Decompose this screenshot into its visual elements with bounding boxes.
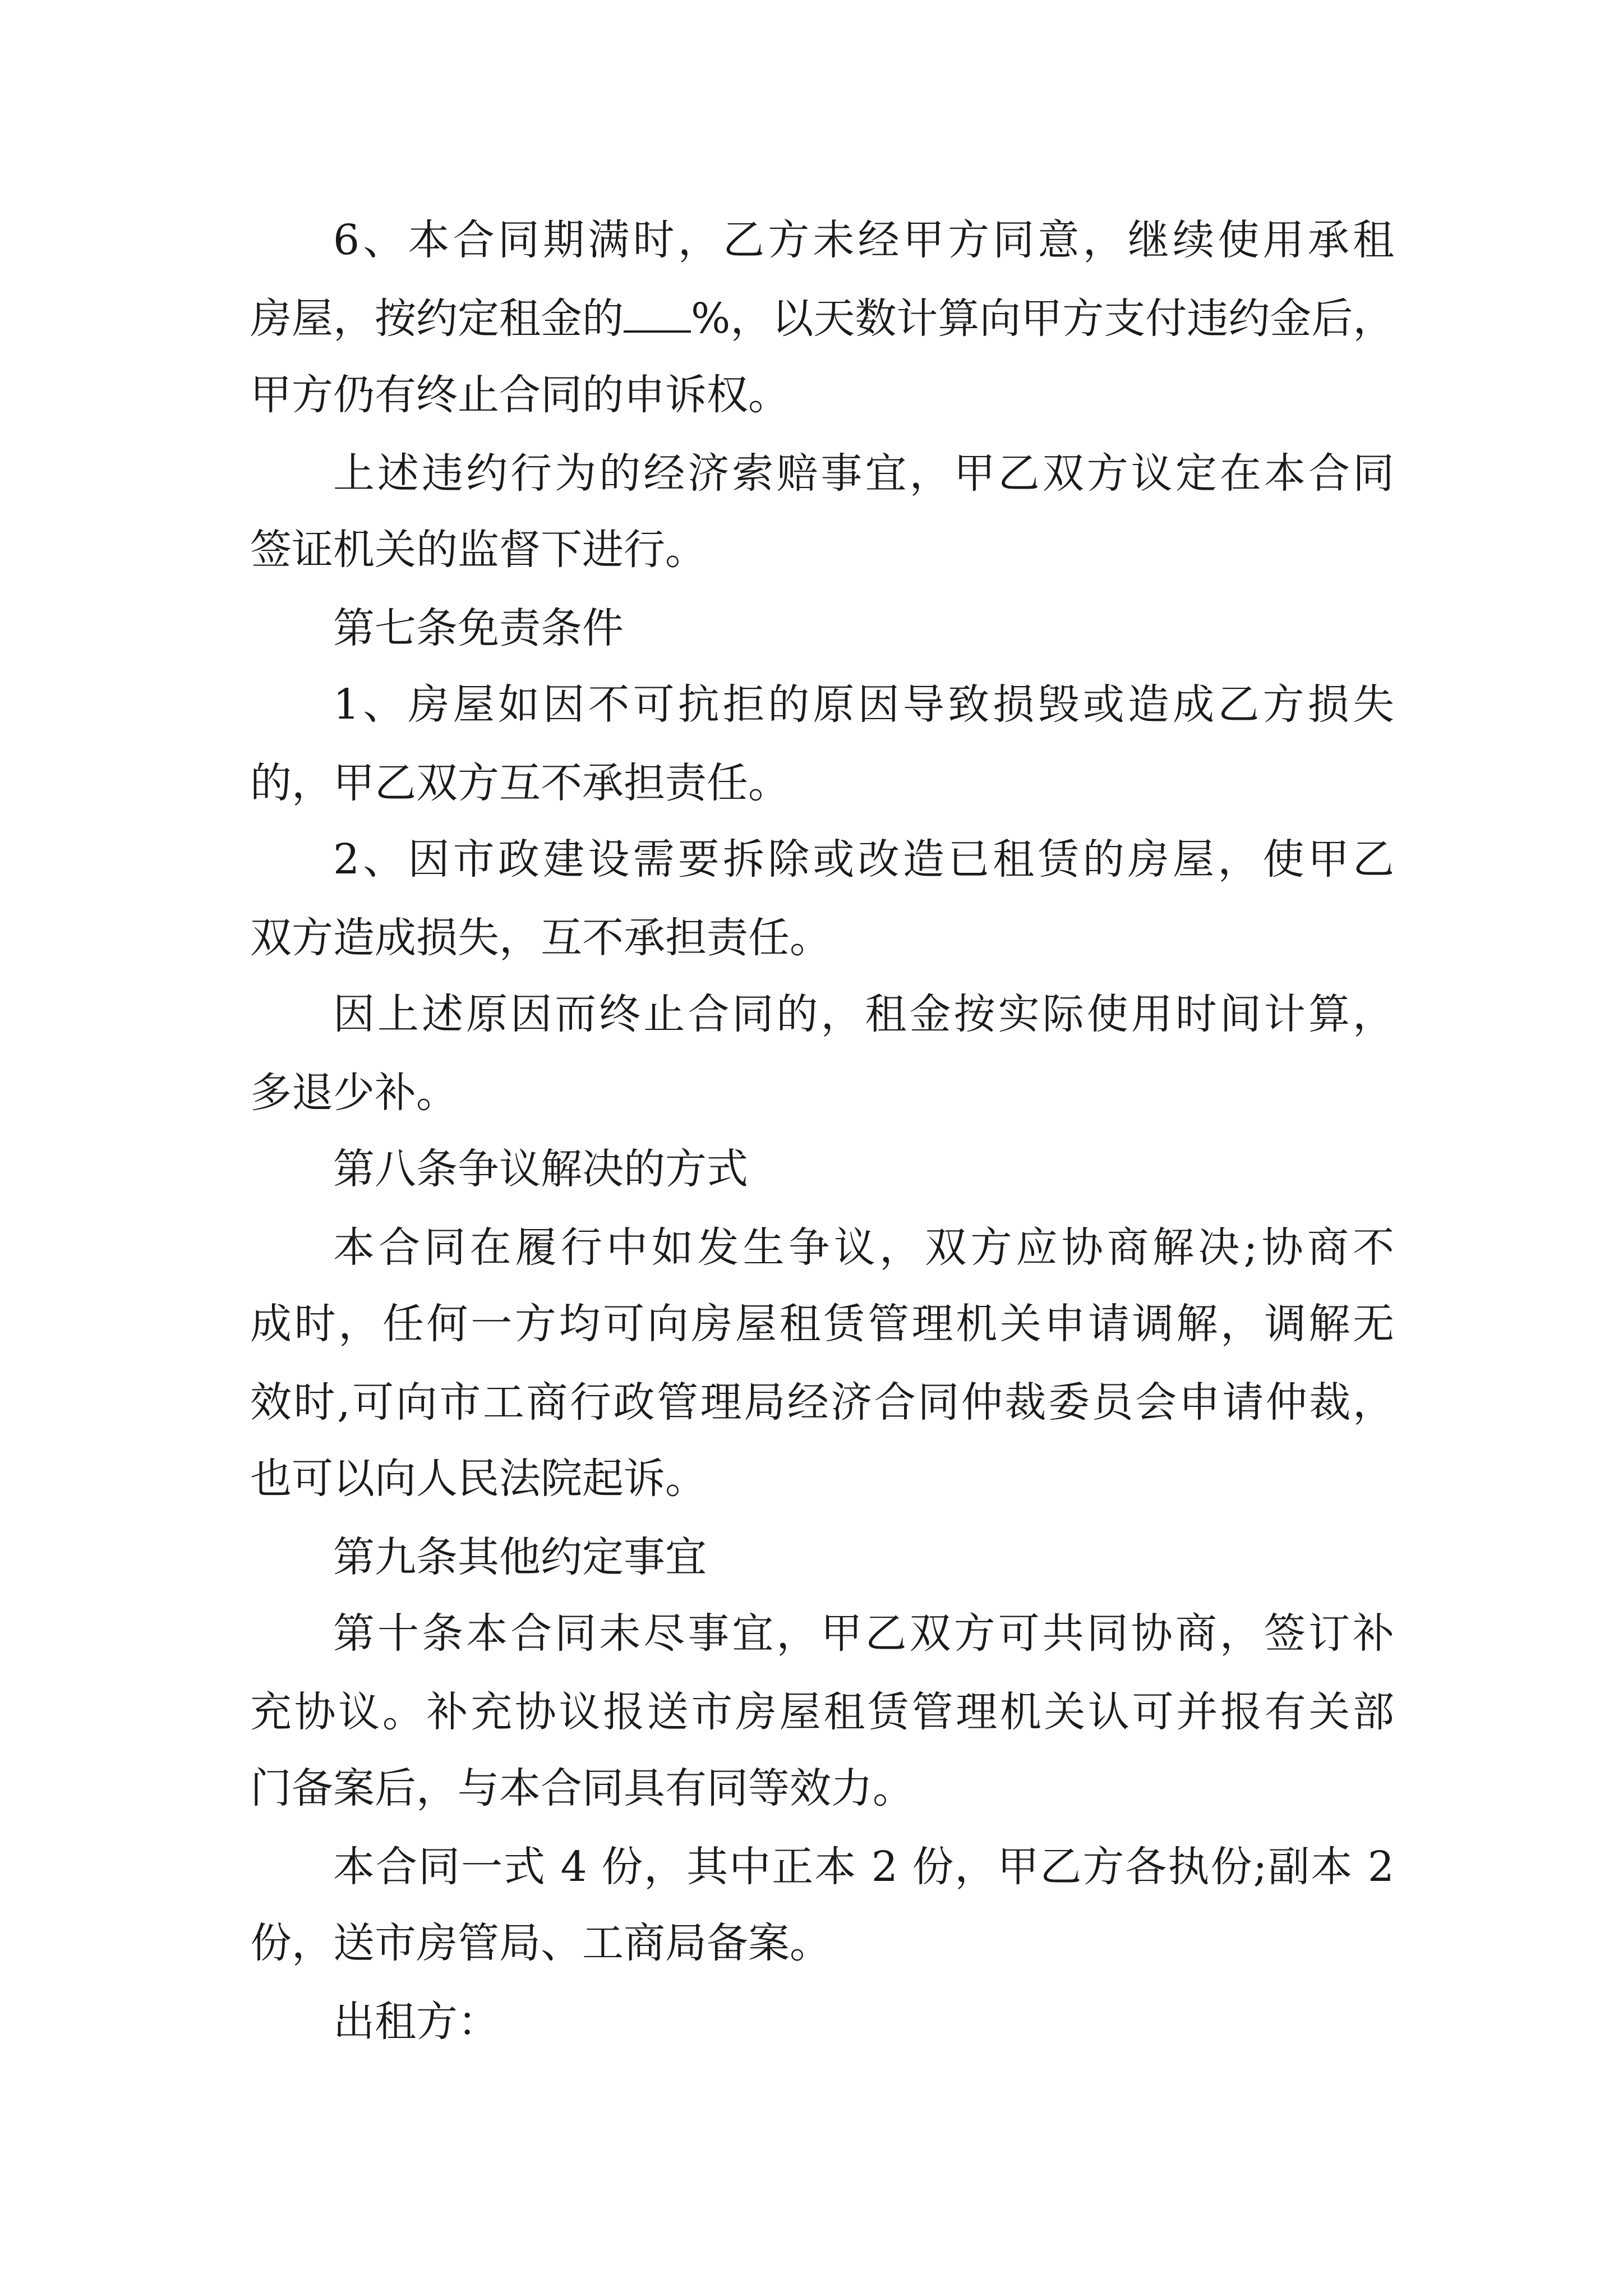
fill-in-blank: [624, 293, 691, 333]
text-line: 双方造成损失，互不承担责任。: [250, 914, 831, 962]
text-line-with-blank: [250, 291, 1394, 347]
text-line: 甲方仍有终止合同的申诉权。: [250, 371, 790, 419]
text-line: 成时，任何一方均可向房屋租赁管理机关申请调解，调解无: [250, 1300, 1394, 1348]
text-line: 1、房屋如因不可抗拒的原因导致损毁或造成乙方损失: [333, 680, 1394, 729]
text-line: 份，送市房管局、工商局备案。: [250, 1919, 831, 1967]
text-line: 效时,可向市工商行政管理局经济合同仲裁委员会申请仲裁，: [250, 1378, 1394, 1427]
text-line: 第十条本合同未尽事宜，甲乙双方可共同协商，签订补: [333, 1609, 1394, 1658]
text-line: 门备案后，与本合同具有同等效力。: [250, 1764, 914, 1812]
text-line: 6、本合同期满时，乙方未经甲方同意，继续使用承租: [333, 216, 1394, 264]
section-heading: 第八条争议解决的方式: [333, 1145, 748, 1193]
section-heading: 第九条其他约定事宜: [333, 1533, 707, 1581]
section-heading: 第七条免责条件: [333, 604, 624, 652]
text-line: 的，甲乙双方互不承担责任。: [250, 759, 790, 807]
text-line: 本合同在履行中如发生争议，双方应协商解决;协商不: [333, 1223, 1394, 1272]
text-line: 上述违约行为的经济索赔事宜，甲乙双方议定在本合同: [333, 449, 1394, 498]
text-line: 也可以向人民法院起诉。: [250, 1455, 707, 1503]
text-line: 签证机关的监督下进行。: [250, 526, 707, 574]
text-line: 充协议。补充协议报送市房屋租赁管理机关认可并报有关部: [250, 1688, 1394, 1736]
text-line: 因上述原因而终止合同的，租金按实际使用时间计算，: [333, 990, 1394, 1038]
signature-label-lessor: 出租方：: [333, 1998, 499, 2046]
text-segment: %，以天数计算向甲方支付违约金后，: [691, 295, 1395, 343]
text-segment: 房屋，按约定租金的: [250, 295, 624, 343]
text-line: 2、因市政建设需要拆除或改造已租赁的房屋，使甲乙: [333, 835, 1394, 884]
text-line: 多退少补。: [250, 1069, 458, 1117]
text-line: 本合同一式 4 份，其中正本 2 份，甲乙方各执份;副本 2: [333, 1843, 1394, 1891]
